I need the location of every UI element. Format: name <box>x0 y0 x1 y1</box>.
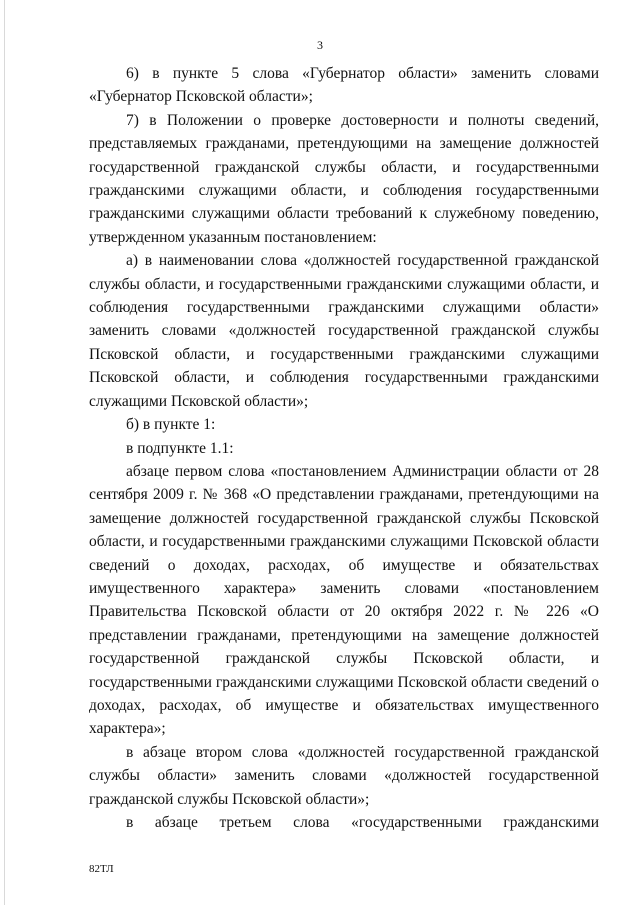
paragraph-second-abzac: в абзаце втором слова «должностей государственной гражданской службы области» заменить словами «должностей государственной гражданской службы Псковской области»; <box>89 743 599 808</box>
paragraph-first-abzac: абзаце первом слова «постановлением Администрации области от 28 сентября 2009 г. № 368 «О представлении гражданами, претендующими на замещение должностей государственной гражданской службы Псковской области, и государственными гражданскими служащими Псковской области сведений о доходах, расходах, об имуществе и обязательствах имущественного характера» заменить словами «постановлением Правительства Псковской области от 20 октября 2022 г. № 226 «О представлении гражданами, претендующими на замещение должностей государственной гражданской службы Псковской области, и государственными гражданскими служащими Псковской области сведений о доходах, расходах, об имуществе и обязательствах имущественного характера»; <box>89 462 599 738</box>
footer-code: 82ТЛ <box>89 863 114 875</box>
paragraph-third-abzac: в абзаце третьем слова «государственными гражданскими <box>126 814 599 831</box>
page-number: 3 <box>317 38 323 52</box>
document-body <box>89 62 599 834</box>
paragraph-item-7: 7) в Положении о проверке достоверности и полноты сведений, представляемых гражданами, претендующими на замещение должностей государственной гражданской службы области, и государственными гражданскими служащими области, и соблюдения государственными гражданскими служащими области требований к служебному поведению, утвержденном указанным постановлением: <box>89 111 599 246</box>
paragraph-subpoint-1-1: в подпункте 1.1: <box>126 439 234 457</box>
paragraph-subitem-b: б) в пункте 1: <box>126 416 216 434</box>
paragraph-item-6: 6) в пункте 5 слова «Губернатор области» заменить словами «Губернатор Псковской области»; <box>89 65 599 106</box>
scan-edge-line <box>4 0 5 905</box>
paragraph-subitem-a: а) в наименовании слова «должностей государственной гражданской службы области, и государственными гражданскими служащими области, и соблюдения государственными гражданскими служащими области» заменить словами «должностей государственной гражданской службы Псковской области, и государственными гражданскими служащими Псковской области, и соблюдения государственными гражданскими служащими Псковской области»; <box>89 252 599 410</box>
